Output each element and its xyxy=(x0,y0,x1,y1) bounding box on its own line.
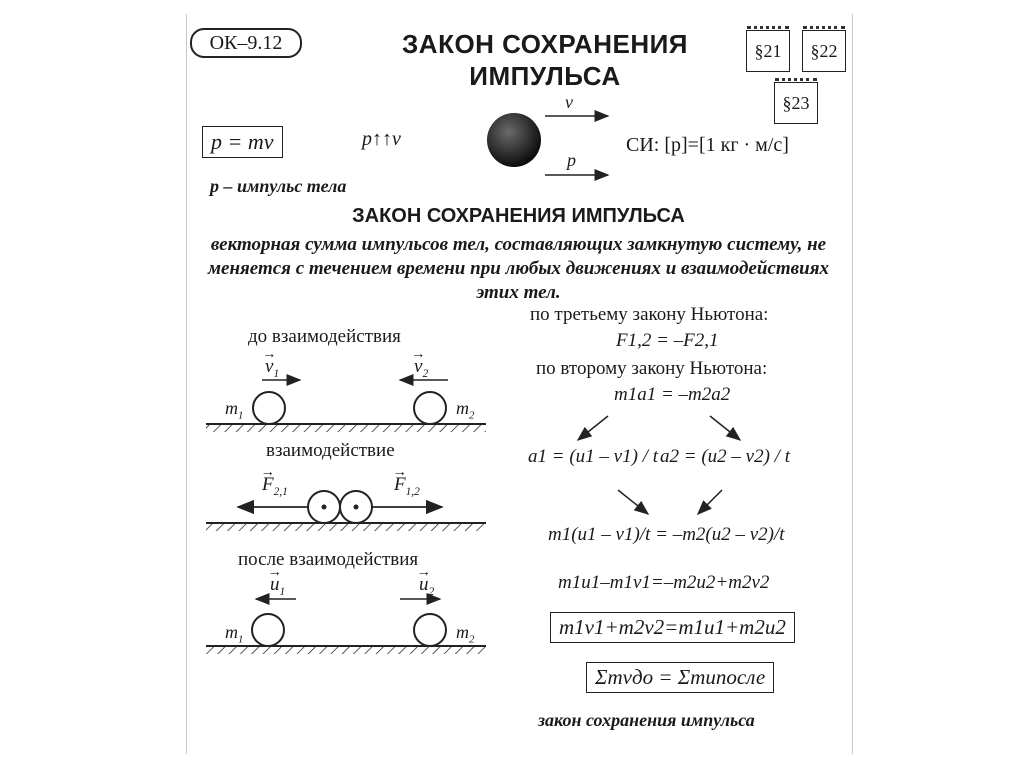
label-after-interaction: после взаимодействия xyxy=(238,549,419,570)
u1-label: → $u_1$ xyxy=(270,574,285,598)
m1-label-after: $m_1$ xyxy=(225,622,244,646)
v1-label: → $v_1$ xyxy=(265,356,279,380)
momentum-definition: p – импульс тела xyxy=(210,176,347,196)
m2-label-before: $m_2$ xyxy=(456,398,475,422)
f12-label: → $F_{1,2}$ xyxy=(394,474,420,498)
title-line-1: ЗАКОН СОХРАНЕНИЯ xyxy=(402,29,688,59)
ball-2-before xyxy=(414,392,446,424)
ball-1-after xyxy=(252,614,284,646)
u2-label: → $u_2$ xyxy=(419,574,434,598)
momentum-arrow-label: p xyxy=(567,150,576,170)
ground-hatch-2 xyxy=(206,523,486,531)
paragraph-ref-21: §21 xyxy=(746,30,790,72)
label-before-interaction: до взаимодействия xyxy=(248,326,401,347)
conservation-formula-box: m1v1+m2v2=m1u1+m2u2 xyxy=(550,612,795,643)
f21-label: → $F_{2,1}$ xyxy=(262,474,288,498)
ball-1-before xyxy=(253,392,285,424)
velocity-arrow-label: v xyxy=(565,92,573,112)
title-line-2: ИМПУЛЬСА xyxy=(469,61,621,91)
v2-label: → $v_2$ xyxy=(414,356,428,380)
ball-icon xyxy=(487,113,541,167)
combine-arrow-1 xyxy=(618,490,648,514)
footer-caption: закон сохранения импульса xyxy=(538,710,755,730)
label-interaction: взаимодействие xyxy=(266,440,395,461)
document-code: ОК–9.12 xyxy=(190,28,302,58)
m1-label-before: $m_1$ xyxy=(225,398,244,422)
codirectional-note: p↑↑v xyxy=(362,128,401,150)
combine-arrow-2 xyxy=(698,490,722,514)
derive-arrow-a1 xyxy=(578,416,608,440)
third-law-formula: F1,2 = –F2,1 xyxy=(616,330,719,351)
si-units: СИ: [p]=[1 кг · м/с] xyxy=(626,134,789,156)
second-law-formula: m1a1 = –m2a2 xyxy=(614,384,731,405)
law-statement: векторная сумма импульсов тел, составляющих замкнутую систему, не меняется с течением времени при любых движениях и взаимодействиях этих тел. xyxy=(208,234,829,303)
ground-hatch-3 xyxy=(206,646,486,654)
third-law-label: по третьему закону Ньютона: xyxy=(530,304,769,325)
momentum-formula: p = mv xyxy=(202,126,283,158)
derive-arrow-a2 xyxy=(710,416,740,440)
law-heading: ЗАКОН СОХРАНЕНИЯ ИМПУЛЬСА xyxy=(352,205,685,227)
m2-label-after: $m_2$ xyxy=(456,622,475,646)
ball-2-after xyxy=(414,614,446,646)
paragraph-ref-23: §23 xyxy=(774,82,818,124)
second-law-label: по второму закону Ньютона: xyxy=(536,358,768,379)
paragraph-ref-22: §22 xyxy=(802,30,846,72)
ground-hatch-1 xyxy=(206,424,486,432)
a1-formula: a1 = (u1 – v1) / t xyxy=(528,446,658,467)
sum-formula-box: Σmvдо = Σmuпосле xyxy=(586,662,774,693)
combined-formula: m1(u1 – v1)/t = –m2(u2 – v2)/t xyxy=(548,524,785,545)
a2-formula: a2 = (u2 – v2) / t xyxy=(660,446,790,467)
expanded-formula: m1u1–m1v1=–m2u2+m2v2 xyxy=(558,572,770,593)
